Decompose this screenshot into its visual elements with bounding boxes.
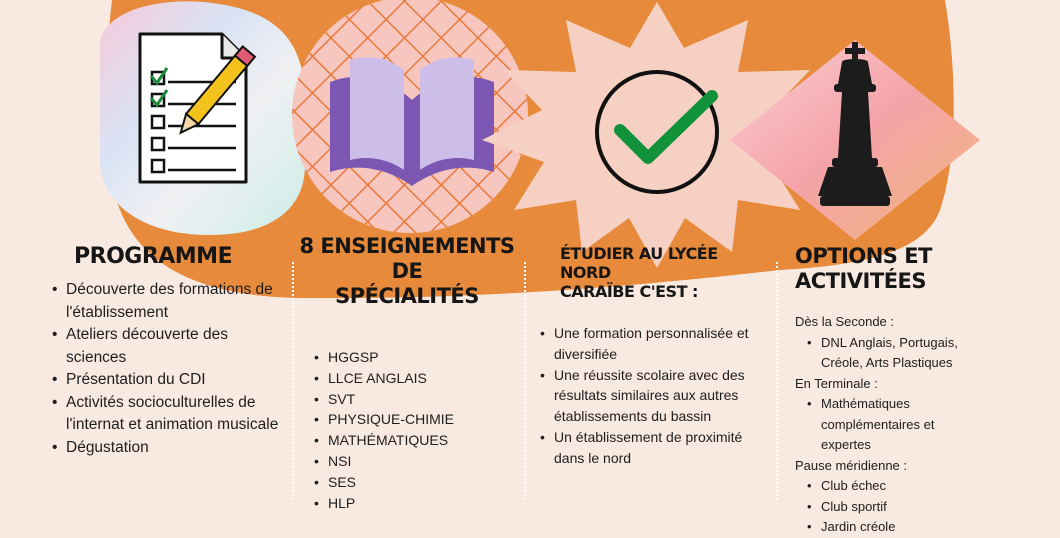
options-title: OPTIONS ET ACTIVITÉES [795,244,932,293]
list-item: • LLCE ANGLAIS [314,368,522,389]
list-item: • Dégustation [52,437,287,460]
etudier-list [540,323,762,469]
options-body [795,312,1045,538]
column-divider [776,262,778,500]
specialites-title [292,234,522,309]
group-label: En Terminale : [795,375,878,391]
specialites-title-line2: SPÉCIALITÉS [335,284,479,308]
programme-title: PROGRAMME [74,244,233,269]
column-programme [52,244,287,459]
list-item: • NSI [314,451,522,472]
group-label: Pause méridienne : [795,457,908,473]
list-item: • Présentation du CDI [52,369,287,392]
specialites-title-line1: 8 ENSEIGNEMENTS DE [299,234,515,283]
list-item: • Club échec [807,476,1045,497]
list-item: • Découverte des formations de l'établissement [52,279,287,324]
list-item: • Club sportif [807,497,1045,518]
list-item: • PHYSIQUE-CHIMIE [314,409,522,430]
options-sublist [807,476,1045,538]
list-item: • Ateliers découverte des sciences [52,324,287,369]
list-item: • Activités socioculturelles de l'internat et animation musicale [52,392,287,437]
column-specialites [292,234,522,513]
checklist-pencil-icon [100,1,305,235]
list-item: • HGGSP [314,347,522,368]
list-item: • SVT [314,389,522,410]
list-item: • DNL Anglais, Portugais, Créole, Arts Plastiques [807,333,983,374]
list-item: • HLP [314,493,522,514]
programme-list [52,279,287,459]
list-item: • Une formation personnalisée et diversifiée [540,323,762,365]
etudier-title-line1: ÉTUDIER AU LYCÉE NORD [560,244,718,282]
specialites-list [314,347,522,513]
etudier-title-line2: CARAÏBE C'EST : [560,282,698,301]
open-book-icon [292,0,528,233]
list-item: • Mathématiques complémentaires et expertes [807,394,967,456]
column-options [795,244,1045,538]
column-divider [524,262,526,500]
list-item: • MATHÉMATIQUES [314,430,522,451]
group-label: Dès la Seconde : [795,314,895,329]
options-sublist [807,394,967,456]
column-etudier [540,244,770,469]
list-item: • Jardin créole [807,517,1045,538]
etudier-title [540,244,770,301]
list-item: • SES [314,472,522,493]
list-item: • Une réussite scolaire avec des résultats similaires aux autres établissements du bassin [540,365,762,427]
options-sublist [807,333,983,374]
list-item: • Un établissement de proximité dans le nord [540,427,762,469]
